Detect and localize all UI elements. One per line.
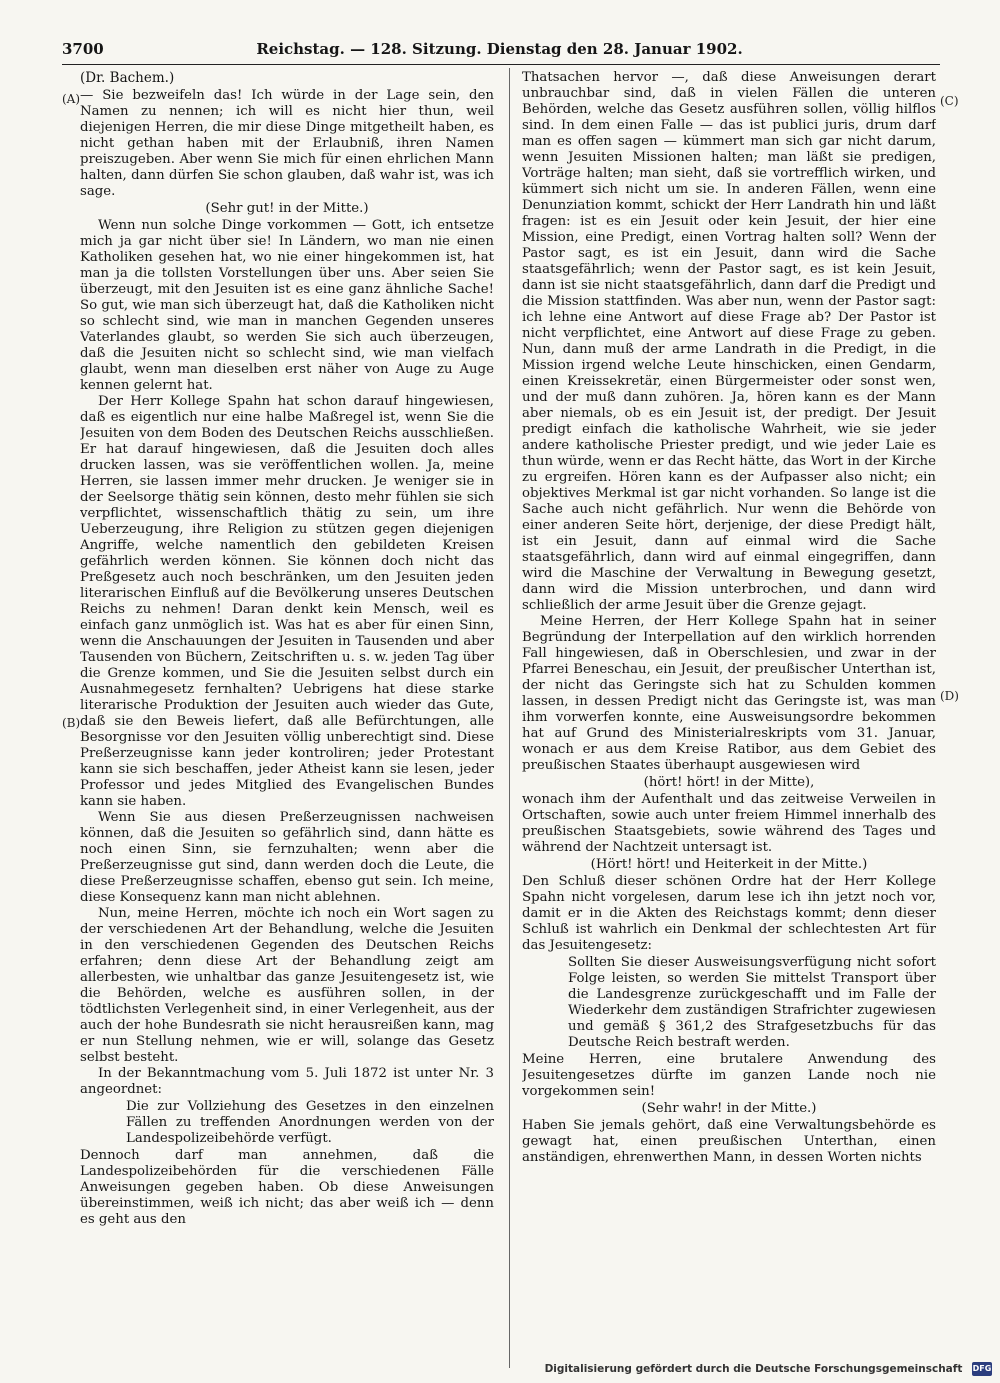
paragraph: Wenn nun solche Dinge vorkommen — Gott, ich entsetze mich ja gar nicht über sie! In Ländern, wo man nie einen Katholiken gesehen hat, wo nie einer hingekommen ist, hat man ja die tollsten Vorstellungen über uns. Aber seien Sie überzeugt, mit den Jesuiten ist es eine ganz ähnliche Sache! So gut, wie man sich überzeugt hat, daß die Katholiken nicht so schlecht sind, wie man in manchen Gegenden unseres Vaterlandes glaubt, so werden Sie sich auch überzeugen, daß die Jesuiten nicht so schlecht sind, wie man vielfach glaubt, wenn man dieselben erst näher von Auge zu Auge kennen gelernt hat. xyxy=(80,218,494,393)
left-column xyxy=(80,70,494,1370)
paragraph: Meine Herren, eine brutalere Anwendung des Jesuitengesetzes dürfte im ganzen Lande noch nie vorgekommen sein! xyxy=(522,1052,936,1099)
paragraph: Den Schluß dieser schönen Ordre hat der Herr Kollege Spahn nicht vorgelesen, darum lese ich ihn jetzt noch vor, damit er in die Akten des Reichstags kommt; denn dieser Schluß ist wahrlich ein Denkmal der schlechtesten Art für das Jesuitengesetz: xyxy=(522,874,936,953)
right-column xyxy=(522,70,936,1370)
paragraph: Meine Herren, der Herr Kollege Spahn hat in seiner Begründung der Interpellation auf den wirklich horrenden Fall hingewiesen, daß in Oberschlesien, und zwar in der Pfarrei Beneschau, ein Jesuit, der preußischer Unterthan ist, der nicht das Geringste sich hat zu Schulden kommen lassen, in dessen Predigt nicht das Geringste ist, was man ihm vorwerfen konnte, eine Ausweisungsordre bekommen hat auf Grund des Ministerialreskripts vom 31. Januar, wonach er aus dem Kreise Ratibor, aus dem Gebiet des preußischen Staates überhaupt ausgewiesen wird xyxy=(522,614,936,773)
quotation: Die zur Vollziehung des Gesetzes in den einzelnen Fällen zu treffenden Anordnungen werden von der Landespolizeibehörde verfügt. xyxy=(126,1099,494,1146)
digitization-footer xyxy=(0,1362,992,1380)
paragraph: Haben Sie jemals gehört, daß eine Verwaltungsbehörde es gewagt hat, einen preußischen Unterthan, einen anständigen, ehrenwerthen Mann, in dessen Worten nichts xyxy=(522,1118,936,1165)
interjection: (Sehr wahr! in der Mitte.) xyxy=(641,1101,817,1116)
margin-mark-d: (D) xyxy=(940,689,959,703)
paragraph: In der Bekanntmachung vom 5. Juli 1872 ist unter Nr. 3 angeordnet: xyxy=(80,1066,494,1097)
interjection: (Hört! hört! und Heiterkeit in der Mitte.) xyxy=(590,857,868,872)
paragraph: — Sie bezweifeln das! Ich würde in der Lage sein, den Namen zu nennen; ich will es nicht hier thun, weil diejenigen Herren, die mir diese Dinge mitgetheilt haben, es nicht gethan haben mit der Erlaubniß, ihren Namen preiszugeben. Aber wenn Sie mich für einen ehrlichen Mann halten, dann dürfen Sie schon glauben, daß wahr ist, was ich sage. xyxy=(80,88,494,199)
paragraph: Thatsachen hervor —, daß diese Anweisungen derart unbrauchbar sind, daß in vielen Fällen die unteren Behörden, welche das Gesetz ausführen sollen, völlig hilflos sind. In dem einen Falle — das ist publici juris, drum darf man es offen sagen — kümmert man sich gar nicht darum, wenn Jesuiten Missionen halten; man läßt sie predigen, Vorträge halten; man sieht, daß sie vortrefflich wirken, und kümmert sich nicht um sie. In anderen Fällen, wenn eine Denunziation kommt, schickt der Herr Landrath hin und läßt fragen: ist es ein Jesuit oder kein Jesuit, der hier eine Mission, eine Predigt, einen Vortrag halten soll? Wenn der Pastor sagt, es ist ein Jesuit, dann wird die Sache staatsgefährlich; wenn der Pastor sagt, es ist kein Jesuit, dann ist sie nicht staatsgefährlich, dann darf die Predigt und die Mission stattfinden. Was aber nun, wenn der Pastor sagt: ich lehne eine Antwort auf diese Frage ab? Der Pastor ist nicht verpflichtet, eine Antwort auf diese Frage zu geben. Nun, dann muß der arme Landrath in die Predigt, in die Mission irgend welche Leute hinschicken, einen Gendarm, einen Kreissekretär, einen Bürgermeister oder sonst wen, und der muß dann zuhören. Ja, hören kann es der Mann aber niemals, ob es ein Jesuit ist, der predigt. Der Jesuit predigt einfach die katholische Wahrheit, wie sie jeder andere katholische Priester predigt, und wie jeder Laie es thun würde, wenn er das Recht hätte, das Wort in der Kirche zu ergreifen. Hören kann es der Aufpasser also nicht; ein objektives Merkmal ist gar nicht vorhanden. So lange ist die Sache auch nicht gefährlich. Nur wenn die Behörde von einer anderen Seite hört, derjenige, der diese Predigt hält, ist ein Jesuit, dann auf einmal wird die Sache staatsgefährlich, dann wird auf einmal eingegriffen, dann wird die Maschine der Verwaltung in Bewegung gesetzt, dann wird die Mission unterbrochen, und dann wird schließlich der arme Jesuit über die Grenze gejagt. xyxy=(522,70,936,613)
column-divider xyxy=(509,68,510,1368)
right-column-text xyxy=(522,70,936,1166)
quotation: Sollten Sie dieser Ausweisungsverfügung nicht sofort Folge leisten, so werden Sie mittelst Transport über die Landesgrenze zurückgeschafft und im Falle der Wiederkehr dem zuständigen Strafrichter zugewiesen und gemäß § 361,2 des Strafgesetzbuchs für das Deutsche Reich bestraft werden. xyxy=(568,955,936,1050)
margin-mark-a: (A) xyxy=(62,92,81,106)
speaker-label: (Dr. Bachem.) xyxy=(80,70,175,86)
page-number: 3700 xyxy=(62,40,104,58)
paragraph: wonach ihm der Aufenthalt und das zeitweise Verweilen in Ortschaften, sowie auch unter freiem Himmel innerhalb des preußischen Staatsgebiets, sowie während des Tages und während der Nachtzeit untersagt ist. xyxy=(522,792,936,855)
footer-credit: Digitalisierung gefördert durch die Deutsche Forschungsgemeinschaft xyxy=(544,1363,963,1375)
running-head-title: Reichstag. — 128. Sitzung. Dienstag den 28. Januar 1902. xyxy=(256,40,743,58)
interjection: (hört! hört! in der Mitte), xyxy=(643,775,815,790)
dfg-logo: DFG xyxy=(972,1362,992,1376)
interjection: (Sehr gut! in der Mitte.) xyxy=(205,201,369,216)
margin-mark-b: (B) xyxy=(62,716,81,730)
paragraph: Der Herr Kollege Spahn hat schon darauf hingewiesen, daß es eigentlich nur eine halbe Maßregel ist, wenn Sie die Jesuiten von dem Boden des Deutschen Reichs ausschließen. Er hat darauf hingewiesen, daß die Jesuiten doch alles drucken lassen, was sie veröffentlichen wollen. Ja, meine Herren, sie lassen immer mehr drucken. Je weniger sie in der Seelsorge thätig sein können, desto mehr fühlen sie sich verpflichtet, wissenschaftlich thätig zu sein, um ihre Ueberzeugung, ihre Religion zu stützen gegen diejenigen Angriffe, welche namentlich den gebildeten Kreisen gefährlich werden können. Sie können doch nicht das Preßgesetz auch noch beschränken, um den Jesuiten jeden literarischen Einfluß auf die Bevölkerung unseres Deutschen Reichs zu nehmen! Daran denkt kein Mensch, weil es einfach ganz unmöglich ist. Was hat es aber für einen Sinn, wenn die Anschauungen der Jesuiten in Tausenden und aber Tausenden von Büchern, Zeitschriften u. s. w. jeden Tag über die Grenze kommen, und Sie die Jesuiten selbst durch ein Ausnahmegesetz fernhalten? Uebrigens hat diese starke literarische Produktion der Jesuiten auch wieder das Gute, daß sie den Beweis liefert, daß alle Befürchtungen, alle Besorgnisse vor den Jesuiten völlig unberechtigt sind. Diese Preßerzeugnisse kann jeder kontroliren; jeder Protestant kann sie sich beschaffen, jeder Atheist kann sie lesen, jeder Professor und jedes Mitglied des Evangelischen Bundes kann sie haben. xyxy=(80,394,494,809)
paragraph: Nun, meine Herren, möchte ich noch ein Wort sagen zu der verschiedenen Art der Behandlung, welche die Jesuiten in den verschiedenen Gegenden des Deutschen Reichs erfahren; denn diese Art der Behandlung zeigt am allerbesten, wie unhaltbar das ganze Jesuitengesetz ist, wie die Behörden, welche es ausführen sollen, in der tödtlichsten Verlegenheit sind, in einer Verlegenheit, aus der auch der hohe Bundesrath sie nicht herausreißen kann, mag er nun Stellung nehmen, wie er will, solange das Gesetz selbst besteht. xyxy=(80,906,494,1065)
running-header xyxy=(62,38,937,62)
paragraph: Wenn Sie aus diesen Preßerzeugnissen nachweisen können, daß die Jesuiten so gefährlich sind, dann hätte es noch einen Sinn, sie fernzuhalten; wenn aber die Preßerzeugnisse gut sind, dann werden doch die Leute, die diese Preßerzeugnisse schaffen, ebenso gut sein. Ich meine, diese Konsequenz kann man nicht ablehnen. xyxy=(80,810,494,905)
paragraph: Dennoch darf man annehmen, daß die Landespolizeibehörden für die verschiedenen Fälle Anweisungen gegeben haben. Ob diese Anweisungen übereinstimmen, weiß ich nicht; das aber weiß ich — denn es geht aus den xyxy=(80,1148,494,1227)
left-column-text xyxy=(80,88,494,1228)
margin-mark-c: (C) xyxy=(940,94,959,108)
header-rule xyxy=(62,64,940,65)
